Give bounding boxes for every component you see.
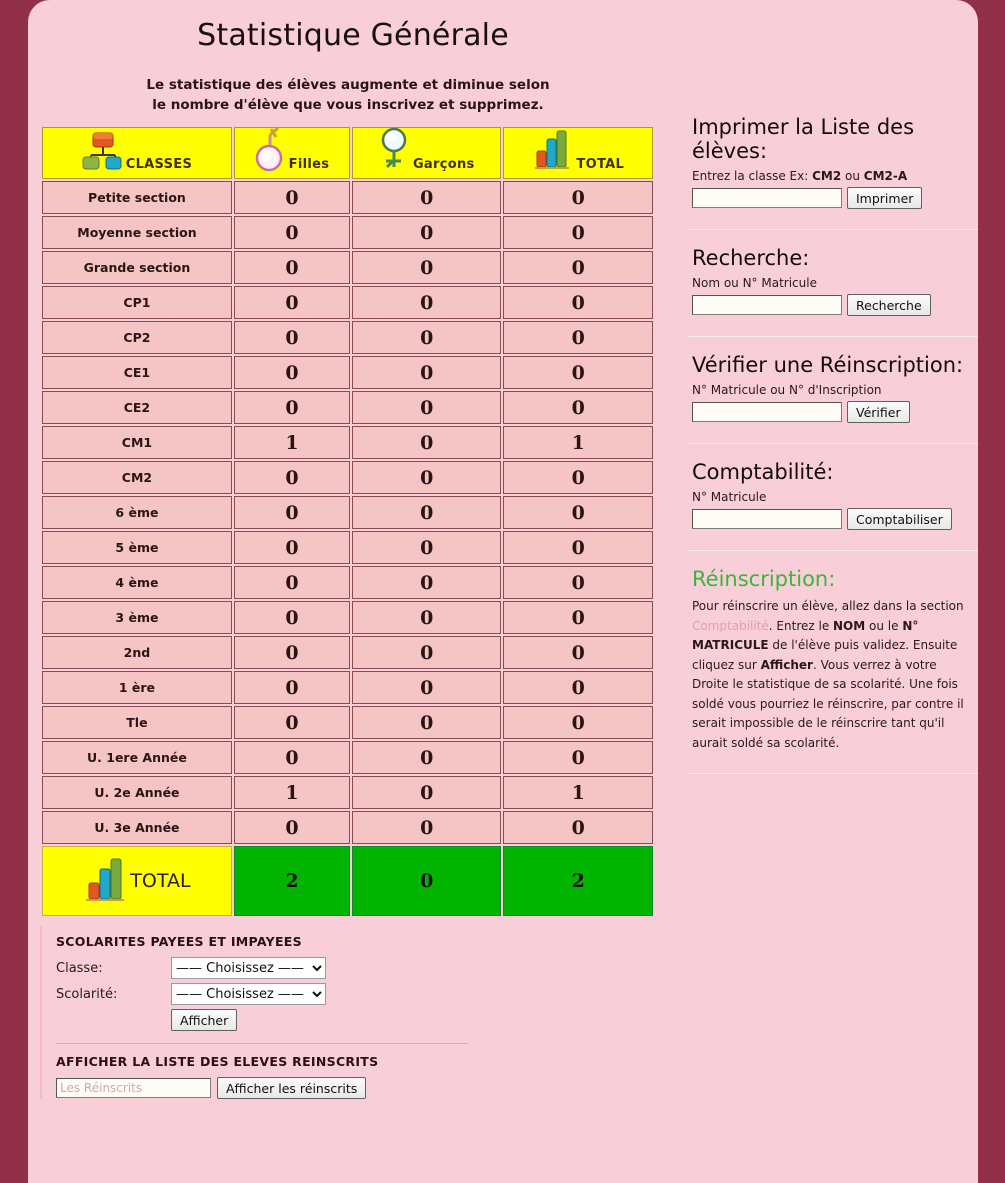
cell-classe: CM2 [42, 461, 232, 494]
reinscription-text-5: . Vous verrez à votre Droite le statistique de sa scolarité. Une fois soldé vous pourriez le réinscrire, par contre il serait impossible de le réinscrire tant qu'il aurait soldé sa scolarité. [692, 657, 964, 750]
table-row [42, 356, 653, 389]
total-filles-cell: 2 [234, 846, 350, 916]
table-row [42, 741, 653, 774]
cell-garcons: 0 [352, 636, 501, 669]
reinscription-text-3: ou le [865, 618, 903, 633]
print-section [688, 115, 978, 209]
cell-classe: CM1 [42, 426, 232, 459]
reinscription-text-4: de l'élève puis validez. Ensuite cliquez sur [692, 638, 958, 672]
fees-scolarite-row [56, 983, 472, 1005]
subtitle-line-2: le nombre d'élève que vous inscrivez et supprimez. [152, 97, 544, 113]
cell-garcons: 0 [352, 776, 501, 809]
cell-filles: 1 [234, 776, 350, 809]
cell-garcons: 0 [352, 251, 501, 284]
print-hint [692, 169, 974, 183]
sidebar-divider-1 [688, 229, 978, 230]
fees-section-title: SCOLARITES PAYEES ET IMPAYEES [56, 934, 302, 949]
print-classe-input[interactable] [692, 188, 842, 208]
cell-classe: Moyenne section [42, 216, 232, 249]
left-column [28, 53, 683, 1103]
table-row [42, 216, 653, 249]
search-label: Nom ou N° Matricule [692, 276, 817, 290]
main-columns [28, 53, 978, 1103]
subtitle-line-1: Le statistique des élèves augmente et diminue selon [146, 77, 550, 93]
print-heading: Imprimer la Liste des élèves: [692, 115, 915, 163]
cell-total: 0 [503, 286, 653, 319]
accounting-section [688, 460, 978, 530]
recherche-button[interactable]: Recherche [847, 294, 931, 316]
reinscription-section [688, 567, 978, 753]
print-hint-mid: ou [841, 169, 864, 183]
cell-garcons: 0 [352, 601, 501, 634]
reinscription-text-2: . Entrez le [768, 618, 834, 633]
verify-row [692, 401, 974, 423]
table-row [42, 286, 653, 319]
statistics-table-header-row [42, 127, 653, 179]
fees-classe-row [56, 957, 472, 979]
cell-classe: Grande section [42, 251, 232, 284]
print-row [692, 187, 974, 209]
cell-garcons: 0 [352, 356, 501, 389]
cell-total: 0 [503, 636, 653, 669]
accounting-label: N° Matricule [692, 490, 767, 504]
cell-garcons: 0 [352, 391, 501, 424]
reinscrits-input[interactable] [56, 1078, 211, 1098]
cell-filles: 0 [234, 321, 350, 354]
cell-classe: U. 1ere Année [42, 741, 232, 774]
bar-chart-icon-total [83, 855, 127, 908]
cell-classe: U. 3e Année [42, 811, 232, 844]
reinscription-text-1: Pour réinscrire un élève, allez dans la section [692, 599, 964, 613]
cell-filles: 1 [234, 426, 350, 459]
cell-filles: 0 [234, 391, 350, 424]
cell-classe: Petite section [42, 181, 232, 214]
table-row [42, 321, 653, 354]
verify-label: N° Matricule ou N° d'Inscription [692, 383, 882, 397]
cell-filles: 0 [234, 181, 350, 214]
cell-total: 0 [503, 601, 653, 634]
fees-classe-select[interactable] [171, 957, 326, 979]
table-row [42, 426, 653, 459]
cell-filles: 0 [234, 356, 350, 389]
cell-total: 0 [503, 461, 653, 494]
search-section [688, 246, 978, 316]
cell-garcons: 0 [352, 706, 501, 739]
comptabiliser-button[interactable]: Comptabiliser [847, 508, 952, 530]
cell-garcons: 0 [352, 531, 501, 564]
cell-classe: 2nd [42, 636, 232, 669]
cell-classe: 5 ème [42, 531, 232, 564]
print-hint-example-2: CM2-A [863, 169, 908, 183]
cell-filles: 0 [234, 251, 350, 284]
header-cell-classes [42, 127, 232, 179]
print-hint-example-1: CM2 [812, 169, 842, 183]
page-container [28, 0, 978, 1183]
statistics-table-body [42, 127, 653, 844]
cell-total: 0 [503, 566, 653, 599]
statistics-table [40, 125, 655, 918]
cell-total: 0 [503, 216, 653, 249]
table-row [42, 496, 653, 529]
cell-total: 0 [503, 531, 653, 564]
fees-scolarite-select[interactable] [171, 983, 326, 1005]
header-cell-filles [234, 127, 350, 179]
sidebar-divider-4 [688, 550, 978, 551]
header-cell-total [503, 127, 653, 179]
cell-total: 0 [503, 251, 653, 284]
total-total-cell: 2 [503, 846, 653, 916]
cell-total: 0 [503, 496, 653, 529]
verify-input[interactable] [692, 402, 842, 422]
table-row [42, 461, 653, 494]
accounting-input[interactable] [692, 509, 842, 529]
statistics-table-footer [42, 846, 653, 916]
header-label-classes: CLASSES [125, 157, 193, 172]
cell-total: 0 [503, 811, 653, 844]
cell-total: 0 [503, 671, 653, 704]
table-row [42, 706, 653, 739]
accounting-row [692, 508, 974, 530]
reinscription-bold-matricule: N° MATRICULE [692, 618, 919, 652]
verifier-button[interactable]: Vérifier [847, 401, 910, 423]
sidebar-divider-2 [688, 336, 978, 337]
cell-filles: 0 [234, 636, 350, 669]
fees-afficher-button[interactable]: Afficher [171, 1009, 237, 1031]
fees-scolarite-label: Scolarité: [56, 986, 118, 1002]
cell-garcons: 0 [352, 286, 501, 319]
bottom-panel [40, 926, 472, 1099]
page-subtitle [28, 75, 668, 115]
search-heading: Recherche: [692, 246, 810, 270]
cell-classe: 6 ème [42, 496, 232, 529]
table-row [42, 776, 653, 809]
cell-garcons: 0 [352, 566, 501, 599]
cell-classe: CE1 [42, 356, 232, 389]
right-sidebar [683, 53, 978, 1103]
cell-classe: 3 ème [42, 601, 232, 634]
cell-filles: 0 [234, 566, 350, 599]
reinscrits-row [56, 1077, 472, 1099]
table-row [42, 251, 653, 284]
cell-filles: 0 [234, 811, 350, 844]
cell-classe: 1 ère [42, 671, 232, 704]
cell-filles: 0 [234, 461, 350, 494]
header-cell-garcons [352, 127, 501, 179]
cell-garcons: 0 [352, 461, 501, 494]
cell-garcons: 0 [352, 741, 501, 774]
cell-garcons: 0 [352, 426, 501, 459]
cell-total: 1 [503, 426, 653, 459]
reinscription-bold-afficher: Afficher [760, 657, 813, 672]
total-garcons-cell: 0 [352, 846, 501, 916]
page-title: Statistique Générale [197, 18, 509, 53]
cell-filles: 0 [234, 601, 350, 634]
table-row [42, 181, 653, 214]
cell-filles: 0 [234, 671, 350, 704]
cell-total: 1 [503, 776, 653, 809]
sidebar-divider-5 [688, 773, 978, 774]
cell-classe: 4 ème [42, 566, 232, 599]
cell-total: 0 [503, 706, 653, 739]
gender-male-icon [379, 127, 409, 176]
cell-filles: 0 [234, 531, 350, 564]
gender-female-icon [255, 127, 285, 176]
cell-total: 0 [503, 741, 653, 774]
verify-heading: Vérifier une Réinscription: [692, 353, 964, 377]
reinscription-paragraph [692, 597, 964, 753]
header-label-filles: Filles [288, 157, 330, 172]
bottom-divider [56, 1043, 468, 1044]
cell-filles: 0 [234, 216, 350, 249]
reinscription-bold-nom: NOM [833, 618, 866, 633]
cell-garcons: 0 [352, 811, 501, 844]
cell-garcons: 0 [352, 496, 501, 529]
cell-garcons: 0 [352, 321, 501, 354]
verify-section [688, 353, 978, 423]
reinscrits-section-title: AFFICHER LA LISTE DES ELEVES REINSCRITS [56, 1054, 379, 1069]
comptabilite-link[interactable]: Comptabilité [692, 618, 769, 633]
fees-submit-row [56, 1009, 472, 1031]
imprimer-button[interactable]: Imprimer [847, 187, 922, 209]
table-row [42, 531, 653, 564]
cell-garcons: 0 [352, 181, 501, 214]
cell-total: 0 [503, 391, 653, 424]
cell-filles: 0 [234, 286, 350, 319]
cell-classe: U. 2e Année [42, 776, 232, 809]
search-row [692, 294, 974, 316]
cell-filles: 0 [234, 741, 350, 774]
accounting-heading: Comptabilité: [692, 460, 834, 484]
cell-classe: CP1 [42, 286, 232, 319]
total-row [42, 846, 653, 916]
table-row [42, 566, 653, 599]
cell-total: 0 [503, 356, 653, 389]
cell-filles: 0 [234, 706, 350, 739]
cell-total: 0 [503, 181, 653, 214]
search-input[interactable] [692, 295, 842, 315]
fees-classe-label: Classe: [56, 960, 103, 976]
table-row [42, 391, 653, 424]
total-row-label: TOTAL [130, 870, 191, 892]
cell-filles: 0 [234, 496, 350, 529]
reinscrits-afficher-button[interactable]: Afficher les réinscrits [217, 1077, 366, 1099]
org-chart-icon [82, 129, 122, 176]
cell-garcons: 0 [352, 216, 501, 249]
bar-chart-icon [532, 127, 572, 176]
cell-garcons: 0 [352, 671, 501, 704]
sidebar-divider-3 [688, 443, 978, 444]
cell-total: 0 [503, 321, 653, 354]
table-row [42, 636, 653, 669]
table-row [42, 811, 653, 844]
print-hint-pre: Entrez la classe Ex: [692, 169, 813, 183]
table-row [42, 601, 653, 634]
reinscription-heading: Réinscription: [692, 567, 836, 591]
cell-classe: CP2 [42, 321, 232, 354]
header-label-garcons: Garçons [412, 157, 475, 172]
table-row [42, 671, 653, 704]
cell-classe: Tle [42, 706, 232, 739]
total-row-label-cell [42, 846, 232, 916]
cell-classe: CE2 [42, 391, 232, 424]
header-label-total: TOTAL [576, 157, 625, 172]
